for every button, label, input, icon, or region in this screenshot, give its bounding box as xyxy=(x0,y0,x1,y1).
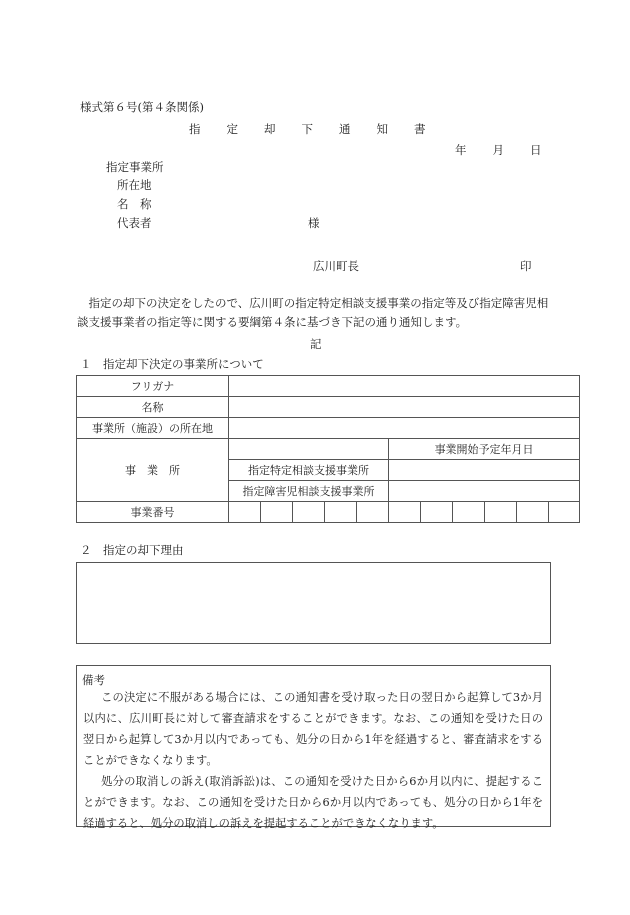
table-row xyxy=(77,418,580,439)
date-line xyxy=(429,145,542,157)
office-number-digit[interactable] xyxy=(517,502,549,523)
office-info-table xyxy=(76,375,580,523)
seal-mark: 印 xyxy=(520,259,532,273)
title-char: 知 xyxy=(376,122,388,136)
date-day: 日 xyxy=(530,143,542,157)
office-number-digit[interactable] xyxy=(229,502,261,523)
specified-start-date-input[interactable] xyxy=(389,460,580,481)
table-row xyxy=(77,397,580,418)
start-date-header: 事業開始予定年月日 xyxy=(389,439,580,460)
office-number-digit[interactable] xyxy=(421,502,453,523)
representative-label: 代表者 xyxy=(117,216,152,230)
sender-title: 広川町長 xyxy=(313,259,359,273)
office-number-digit[interactable] xyxy=(485,502,517,523)
office-number-digit[interactable] xyxy=(293,502,325,523)
child-office-label: 指定障害児相談支援事業所 xyxy=(229,481,389,502)
office-number-digit[interactable] xyxy=(389,502,421,523)
name-cell-label: 名称 xyxy=(77,397,229,418)
notice-body: 指定の却下の決定をしたので、広川町の指定特定相談支援事業の指定等及び指定障害児相談支援事業者の指定等に関する要綱第４条に基づき下記の通り通知します。 xyxy=(77,296,549,329)
office-number-label: 事業番号 xyxy=(77,502,229,523)
document-title xyxy=(189,124,452,136)
remarks-paragraph-2: 処分の取消しの訴え(取消訴訟)は、この通知を受けた日から6か月以内に、提起することができます。なお、この通知を受けた日から6か月以内であっても、処分の日から1年を経過すると、処分の取消しの訴えを提起することができなくなります。 xyxy=(83,775,543,830)
specified-office-label: 指定特定相談支援事業所 xyxy=(229,460,389,481)
remarks-title: 備考 xyxy=(82,673,105,687)
section1-heading: １ 指定却下決定の事業所について xyxy=(80,357,264,371)
date-month: 月 xyxy=(492,143,504,157)
office-number-digit[interactable] xyxy=(549,502,580,523)
table-row xyxy=(77,376,580,397)
section2-heading: ２ 指定の却下理由 xyxy=(80,543,184,557)
address-cell-label: 事業所（施設）の所在地 xyxy=(77,418,229,439)
title-char: 通 xyxy=(339,122,351,136)
name-label: 名 称 xyxy=(117,197,152,211)
office-number-digit[interactable] xyxy=(453,502,485,523)
office-number-digit[interactable] xyxy=(261,502,293,523)
addressee-label: 指定事業所 xyxy=(106,160,164,174)
title-char: 定 xyxy=(226,122,238,136)
honorific: 様 xyxy=(308,216,320,230)
date-year: 年 xyxy=(455,143,467,157)
furigana-input[interactable] xyxy=(229,376,580,397)
office-number-digit[interactable] xyxy=(325,502,357,523)
name-input[interactable] xyxy=(229,397,580,418)
title-char: 却 xyxy=(264,122,276,136)
remarks-paragraph-1: この決定に不服がある場合には、この通知書を受け取った日の翌日から起算して3か月以内に、広川町長に対して審査請求をすることができます。なお、この通知を受けた日の翌日から起算して3か月以内であっても、処分の日から1年を経過すると、審査請求をすることができなくなります。 xyxy=(83,691,543,767)
title-char: 下 xyxy=(301,122,313,136)
title-char: 書 xyxy=(414,122,426,136)
rejection-reason-box[interactable] xyxy=(76,562,551,644)
title-char: 指 xyxy=(189,122,201,136)
table-row xyxy=(77,502,580,523)
office-label: 事 業 所 xyxy=(77,439,229,502)
office-number-digit[interactable] xyxy=(357,502,389,523)
furigana-label: フリガナ xyxy=(77,376,229,397)
form-number: 様式第６号(第４条関係) xyxy=(80,100,204,114)
table-row xyxy=(77,439,580,460)
ki-mark: 記 xyxy=(310,337,322,351)
blank-header-cell xyxy=(229,439,389,460)
child-start-date-input[interactable] xyxy=(389,481,580,502)
address-input[interactable] xyxy=(229,418,580,439)
remarks-box xyxy=(76,665,551,830)
remarks-text xyxy=(83,687,543,834)
address-label: 所在地 xyxy=(117,178,152,192)
